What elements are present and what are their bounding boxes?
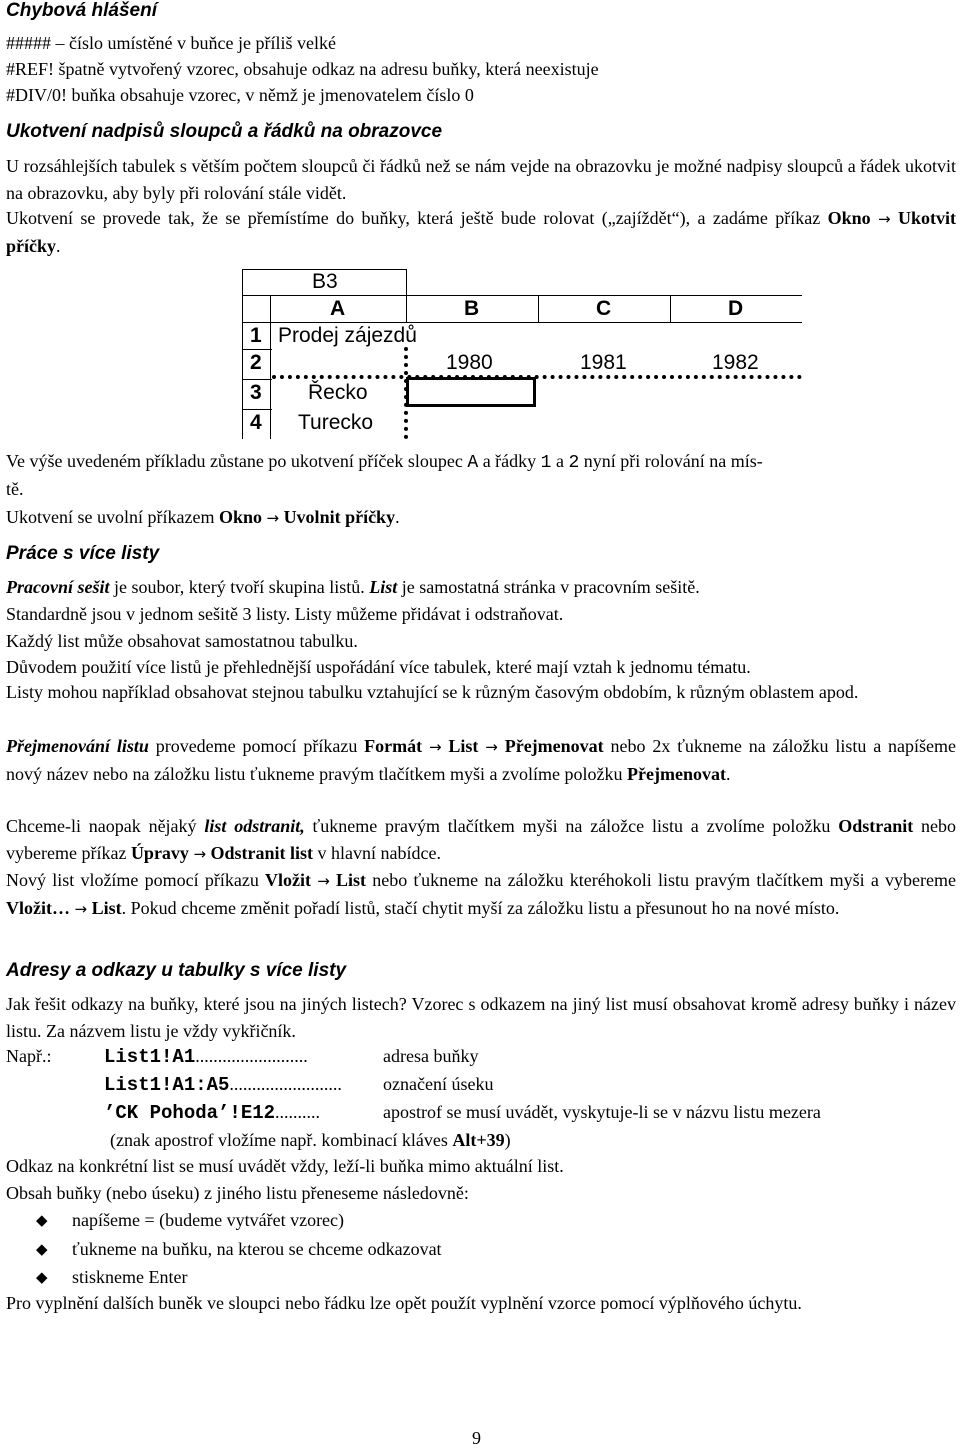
- error-line: ##### – číslo umístěné v buňce je příliš velké: [6, 33, 336, 53]
- section-title-freeze: Ukotvení nadpisů sloupců a řádků na obrazovce: [6, 121, 443, 142]
- column-header: B: [464, 297, 480, 320]
- section-title-refs: Adresy a odkazy u tabulky s více listy: [6, 960, 347, 981]
- paragraph: Pracovní sešit je soubor, který tvoří skupina listů. List je samostatná stránka v pracovním sešitě.: [6, 577, 700, 597]
- arrow-right-icon: →: [193, 845, 207, 863]
- cell-a3: Řecko: [308, 381, 368, 404]
- arrow-right-icon: →: [74, 900, 88, 918]
- section-title-sheets: Práce s více listy: [6, 543, 160, 564]
- arrow-right-icon: →: [878, 210, 891, 228]
- diamond-bullet-icon: ◆: [36, 1211, 48, 1229]
- example-code: ’CK Pohoda’!E12..........: [104, 1102, 321, 1124]
- arrow-right-icon: →: [317, 872, 330, 890]
- paragraph: Standardně jsou v jednom sešitě 3 listy. Listy můžeme přidávat i odstraňovat.: [6, 604, 564, 624]
- paragraph: Listy mohou například obsahovat stejnou tabulku vztahující se k různým časovým obdobím, k různým oblastem apod.: [6, 682, 859, 702]
- arrow-right-icon: →: [485, 738, 498, 756]
- error-line: #REF! špatně vytvořený vzorec, obsahuje odkaz na adresu buňky, která neexistuje: [6, 59, 599, 79]
- example-desc: označení úseku: [383, 1074, 494, 1094]
- arrow-right-icon: →: [429, 738, 442, 756]
- paragraph: Ve výše uvedeném příkladu zůstane po ukotvení příček sloupec A a řádky 1 a 2 nyní při rolování na mís-: [6, 451, 763, 473]
- row-header: 1: [250, 324, 262, 347]
- name-box: B3: [312, 270, 338, 293]
- row-header: 2: [250, 351, 262, 374]
- example-code: List1!A1.........................: [104, 1046, 308, 1068]
- paragraph: tě.: [6, 479, 24, 499]
- cell-d2: 1982: [712, 351, 759, 374]
- diamond-bullet-icon: ◆: [36, 1240, 48, 1258]
- row-header: 4: [250, 411, 262, 434]
- paragraph: U rozsáhlejších tabulek s větším počtem sloupců či řádků než se nám vejde na obrazovku je možné nadpisy sloupců a řádek ukotvit na obrazovku, aby byly při rolování stále vidět.: [6, 156, 956, 203]
- paragraph: Jak řešit odkazy na buňky, které jsou na jiných listech? Vzorec s odkazem na jiný list musí obsahovat kromě adresy buňky i název listu. Za názvem listu je vždy vykřičník.: [6, 994, 956, 1041]
- row-header: 3: [250, 381, 262, 404]
- section-title-errors: Chybová hlášení: [6, 0, 157, 21]
- column-header: A: [330, 297, 346, 320]
- example-desc: adresa buňky: [383, 1046, 479, 1066]
- page-number: 9: [472, 1428, 481, 1448]
- error-line: #DIV/0! buňka obsahuje vzorec, v němž je jmenovatelem číslo 0: [6, 85, 474, 105]
- paragraph: Každý list může obsahovat samostatnou tabulku.: [6, 631, 358, 651]
- paragraph: Ukotvení se uvolní příkazem Okno → Uvolnit příčky.: [6, 507, 400, 527]
- diamond-bullet-icon: ◆: [36, 1268, 48, 1286]
- example-code: List1!A1:A5.........................: [104, 1074, 342, 1096]
- example-note: (znak apostrof vložíme např. kombinací kláves Alt+39): [110, 1130, 511, 1150]
- arrow-right-icon: →: [266, 509, 280, 527]
- column-header: D: [728, 297, 744, 320]
- paragraph: Pro vyplnění dalších buněk ve sloupci nebo řádku lze opět použít vyplnění vzorce pomocí výplňového úchytu.: [6, 1293, 802, 1313]
- cell-a1: Prodej zájezdů: [278, 324, 417, 347]
- example-desc: apostrof se musí uvádět, vyskytuje-li se v názvu listu mezera: [383, 1102, 821, 1122]
- example-label: Např.:: [6, 1046, 52, 1066]
- paragraph: Chceme-li naopak nějaký list odstranit, ťukneme pravým tlačítkem myši na záložce listu a zvolíme položku Odstranit nebo vybereme příkaz Úpravy → Odstranit list v hlavní nabídce.: [6, 816, 957, 863]
- paragraph: Ukotvení se provede tak, že se přemístíme do buňky, která ještě bude rolovat („zajíždět“), a zadáme příkaz Okno → Ukotvit příčky.: [6, 208, 957, 256]
- column-header: C: [596, 297, 612, 320]
- cell-b2: 1980: [446, 351, 493, 374]
- spreadsheet-figure: [242, 269, 802, 439]
- cell-a4: Turecko: [298, 411, 374, 434]
- paragraph: Obsah buňky (nebo úseku) z jiného listu přeneseme následovně:: [6, 1183, 469, 1203]
- paragraph: Nový list vložíme pomocí příkazu Vložit → List nebo ťukneme na záložku kteréhokoli listu pravým tlačítkem myši a vybereme Vložit… → List. Pokud chceme změnit pořadí listů, stačí chytit myší za záložku listu a přesunout ho na nové místo.: [6, 870, 956, 918]
- paragraph: Odkaz na konkrétní list se musí uvádět vždy, leží-li buňka mimo aktuální list.: [6, 1156, 564, 1176]
- selected-cell-b3: [406, 377, 536, 407]
- paragraph: Přejmenování listu provedeme pomocí příkazu Formát → List → Přejmenovat nebo 2x ťukneme na záložku listu a napíšeme nový název nebo na záložku listu ťukneme pravým tlačítkem myši a zvolíme položku Přejmenovat.: [6, 736, 957, 784]
- cell-c2: 1981: [580, 351, 627, 374]
- paragraph: Důvodem použití více listů je přehlednější uspořádání více tabulek, které mají vztah k jednomu tématu.: [6, 657, 751, 677]
